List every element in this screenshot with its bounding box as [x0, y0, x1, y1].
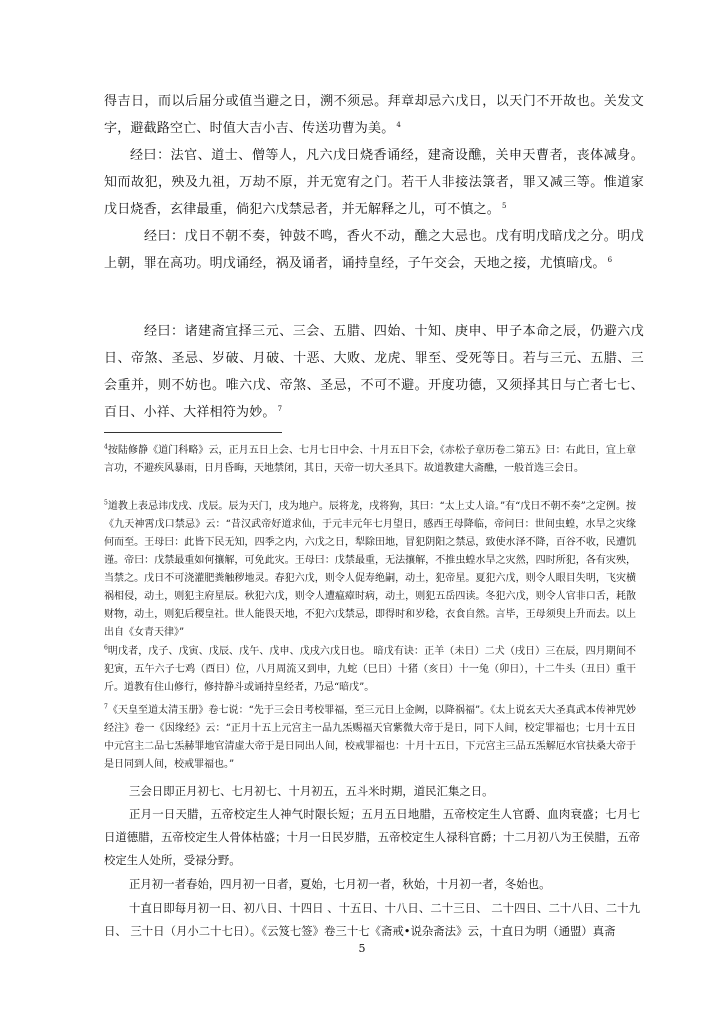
body-paragraph: 经曰：法官、道士、僧等人，凡六戊日烧香诵经，建斋设醮，关申天曹者，丧体减身。知而故犯，殃及九祖，万劫不原，并无宽宥之门。若干人非接法箓者，罪又减三等。惟道家戊日烧香，玄律最重，倘犯六戊禁忌者，并无解释之儿，可不慎之。 $^5$: [104, 148, 644, 217]
footnote-number: 5: [104, 499, 108, 507]
body-paragraph: 经曰：戊日不朝不奏，钟鼓不鸣，香火不动，醮之大忌也。戊有明戊暗戊之分。明戊上朝，罪在高功。明戊诵经，祸及诵者，诵持皇经，子午交会，天地之接，尤慎暗戊。 $^6$: [104, 229, 644, 271]
body-paragraph: 得吉日，而以后届分或值当避之日，溯不须忌。拜章却忌六戊日，以天门不开故也。关发文字，避截路空亡、时值大吉小吉、传送功曹为美。 $^4$: [104, 94, 644, 136]
body-text: 三会日即正月初七、七月初七、十月初五，五斗米时期，道民汇集之日。: [129, 784, 494, 798]
footnote-ref[interactable]: 5: [502, 201, 507, 210]
footnote-number: 7: [104, 703, 108, 711]
footnote-ref[interactable]: 6: [607, 255, 613, 264]
body-paragraph: 经曰：诸建斋宜择三元、三会、五腊、四始、十知、庚申、甲子本命之辰，仍避六戊日、帝煞、圣忌、岁破、月破、十恶、大败、龙虎、罪至、受死等日。若与三元、五腊、三会重并，则不妨也。唯六戊、帝煞、圣忌，不可不避。开度功德，又须择其日与亡者七七、百日、小祥、大祥相符为妙。 $^7$: [104, 324, 644, 420]
footnote: $^7$《天皇至道太清玉册》卷七说：“先于三会日考校罪福，至三元日上金阙，以降祸福”。《太上说玄天大圣真武本传神咒妙经注》卷一《因缘经》云：“正月十五上元宫主一品九炁赐福天官紫微大帝于是日，同下人间，校定罪福也；七月十五日中元宫主二品七炁赫罪地官清虚大帝于是日同出人间，校戒罪福也：十月十五日，下元宫主三品五炁解厄水官扶桑大帝于是日同到人间，校戒罪福也。”: [104, 703, 636, 770]
footnote-ref[interactable]: 4: [396, 120, 402, 129]
body-text: 正月初一者春始，四月初一日者，夏始，七月初一者，秋始，十月初一者，冬始也。: [129, 877, 551, 891]
page-number: 5: [358, 942, 366, 955]
footnote: $^6$明戊者，戊子、戊寅、戊辰、戊午、戊申、戊戌六戊日也。 暗戊有诀：正羊（未日）二犬（戌日）三在辰，四月期间不犯寅，五午六子七鸡（酉日）位，八月周流又到申，九蛇（巳日）十猪（亥日）十一兔（卯日），十二牛头（丑日）重干斤。道教有住山修行，修持静斗或诵持皇经者，乃忌“暗戊”。: [104, 644, 636, 693]
footnote: $^5$道教上表忌讳戊戌、戊辰。辰为天门，戌为地户。辰将龙，戌将狗，其曰：“太上丈人谙。”有“戊日不朝不奏”之定例。按《九天神霄戊口禁忌》云：“昔汉武帝好道求仙，于元丰元年七月望日，感西王母降临，帝问曰：世间虫蝗，水旱之灾缘何而至。王母曰：此皆下民无知，四季之内，六戊之日，犁除田地，冒犯阴阳之禁忌，致使水泽不降，百谷不收，民遭饥谨。帝曰：戊禁最重如何攘解，可免此灾。王母曰：戊禁最重，无法攘解，不推虫蝗水旱之灾然，四时所犯，各有灾殃，当禁之。戊日不可浇灌肥粪触秽地灵。春犯六戊，则令人促寿绝嗣，动土，犯帝星。夏犯六戊，则令人眼目失明，飞灾横祸相侵，动土，则犯主府星辰。秋犯六戊，则令人遭瘟瘴时病，动土，则犯五岳四读。冬犯六戊，则令人官非口舌，耗散财物，动土，则犯后稷皇社。世人能畏天地，不犯六戊禁忌，即得时和岁稔，衣食自然。言毕，王母须臾上升而去。以上出自《女青天律》”: [104, 499, 636, 638]
body-text: 正月一日天腊，五帝校定生人神气时限长短；五月五日地腊，五帝校定生人官爵、血肉衰盛；七月七日道德腊，五帝校定生人骨体枯盛；十月一日民岁腊，五帝校定生人禄科官爵；十二月初八为王侯腊，五帝校定生人处所，受禄分野。: [104, 807, 640, 867]
footnote-separator: [104, 432, 282, 433]
footnote-number: 6: [104, 644, 108, 652]
footnote-ref[interactable]: 7: [277, 404, 283, 413]
body-text: 十直日即每月初一日、初八日、十四日 、十五日、十八日、二十三日、 二十四日、二十八日、二十九日、 三十日（月小二十七日）。《云笈七签》卷三十七《斋戒•说杂斋法》云，十直日为明（通盟）真斋: [104, 901, 640, 938]
footnote: $^4$按陆修静《道门科略》云，正月五日上会、七月七日中会、十月五日下会，《赤松子章历卷二第五》曰：右此日，宜上章言功，不避疾风暴雨，日月昏晦，天地禁闭，其日，天帝一切大圣具下。故道教建大斋醮，一般首选三会日。: [104, 443, 636, 474]
footnote-number: 4: [104, 443, 108, 451]
